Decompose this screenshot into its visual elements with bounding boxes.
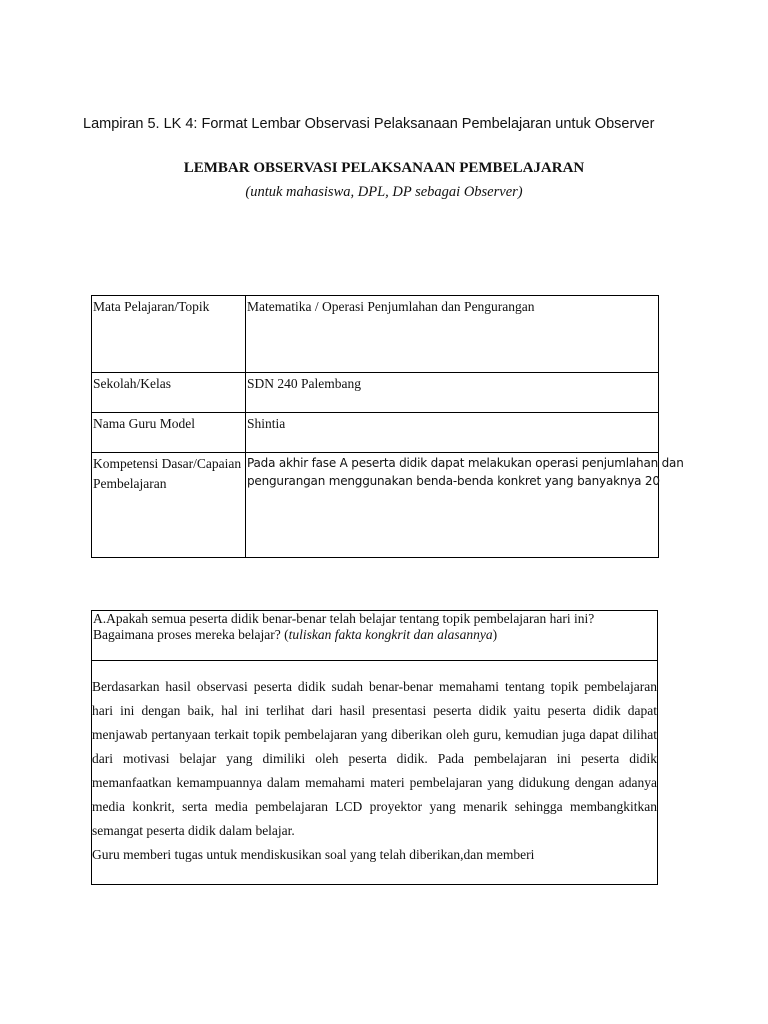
question-line-2-italic: tuliskan fakta kongkrit dan alasannya <box>288 627 493 642</box>
answer-paragraph <box>92 675 657 843</box>
table-row-teacher <box>92 413 659 453</box>
observation-answer <box>92 661 657 867</box>
observation-question <box>92 611 657 661</box>
competency-label <box>92 453 246 558</box>
question-line-2 <box>93 627 656 643</box>
info-table <box>91 295 684 558</box>
answer-line: menjawab pertanyaan terkait topik pembelajaran yang diberikan oleh guru, kemudian juga dapat dilihat <box>92 727 657 742</box>
teacher-value: Shintia <box>246 413 659 453</box>
table-row-competency <box>92 453 659 558</box>
form-title: LEMBAR OBSERVASI PELAKSANAAN PEMBELAJARAN <box>183 160 585 176</box>
answer-line: hari ini dengan baik, hal ini terlihat dari hasil presentasi peserta didik yaitu peserta didik dapat <box>92 703 657 718</box>
table-row-school <box>92 373 659 413</box>
table-row-topic <box>92 296 659 373</box>
competency-value-line1: Pada akhir fase A peserta didik dapat melakukan operasi penjumlahan dan <box>247 456 684 470</box>
question-line-1: A.Apakah semua peserta didik benar-benar telah belajar tentang topik pembelajaran hari ini? <box>93 611 595 626</box>
competency-value <box>246 453 684 558</box>
answer-line: Berdasarkan hasil observasi peserta didik sudah benar-benar memahami tentang topik pembelajaran <box>92 679 657 694</box>
competency-value-line2: pengurangan menggunakan benda-benda konkret yang banyaknya 20 <box>247 474 660 488</box>
appendix-heading: Lampiran 5. LK 4: Format Lembar Observasi Pelaksanaan Pembelajaran untuk Observer <box>83 116 655 132</box>
answer-line: dari motivasi belajar yang dimiliki oleh peserta didik. Pada pembelajaran ini peserta didik <box>92 751 657 766</box>
observation-box <box>91 610 658 885</box>
question-line-2-suffix: ) <box>492 627 498 642</box>
competency-label-line2: Pembelajaran <box>93 476 167 491</box>
answer-line: media konkrit, serta media pembelajaran LCD proyektor yang menarik sehingga membangkitkan <box>92 799 657 814</box>
answer-line-final: Guru memberi tugas untuk mendiskusikan soal yang telah diberikan,dan memberi <box>92 847 535 862</box>
form-subtitle: (untuk mahasiswa, DPL, DP sebagai Observer) <box>245 184 523 200</box>
question-line-2-prefix: Bagaimana proses mereka belajar? ( <box>93 627 289 642</box>
topic-label: Mata Pelajaran/Topik <box>92 296 246 373</box>
competency-label-line1: Kompetensi Dasar/Capaian <box>93 456 242 471</box>
answer-line: semangat peserta didik dalam belajar. <box>92 823 295 838</box>
school-value: SDN 240 Palembang <box>246 373 659 413</box>
school-label: Sekolah/Kelas <box>92 373 246 413</box>
answer-line: memanfaatkan kemampuannya dalam memahami materi pembelajaran yang didukung dengan adanya <box>92 775 657 790</box>
topic-value: Matematika / Operasi Penjumlahan dan Pengurangan <box>246 296 659 373</box>
teacher-label: Nama Guru Model <box>92 413 246 453</box>
